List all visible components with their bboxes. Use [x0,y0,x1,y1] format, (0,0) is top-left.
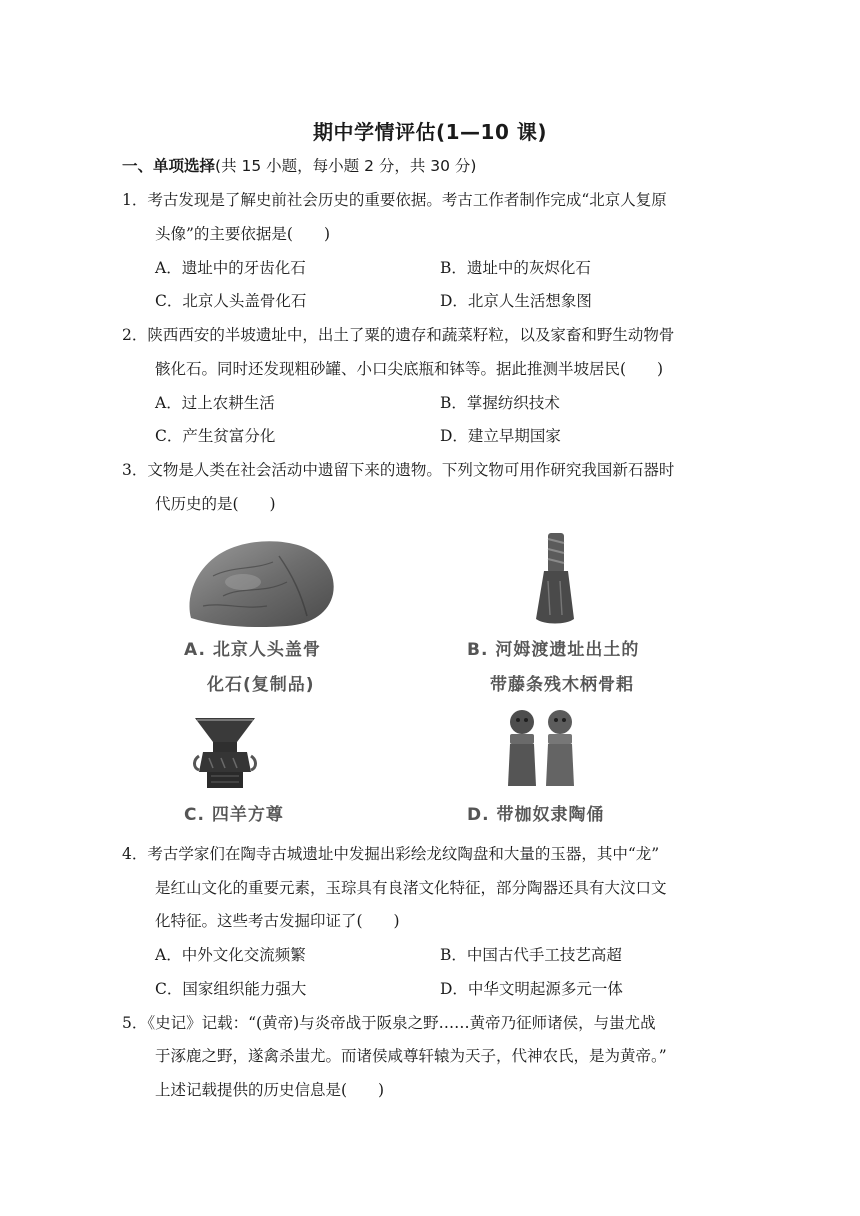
pottery-figurines-image [500,706,584,790]
four-ram-zun-image [193,716,257,790]
figure-b-caption-line-2: 带藤条残木柄骨耜 [490,675,634,695]
question-2-option-b: B．掌握纺织技术 [440,394,560,412]
question-4-line-3: 化特征。这些考古发掘印证了( ) [155,912,400,930]
question-4-option-d: D．中华文明起源多元一体 [440,980,623,998]
bone-spade-image [530,531,580,627]
question-1-option-d: D．北京人生活想象图 [440,292,592,310]
question-2-option-a: A．过上农耕生活 [155,394,275,412]
figure-a-caption-line-2: 化石(复制品) [207,675,315,695]
question-2-line-1: 2．陕西西安的半坡遗址中，出土了粟的遗存和蔬菜籽粒，以及家畜和野生动物骨 [122,326,675,344]
question-1-option-a: A．遗址中的牙齿化石 [155,259,306,277]
question-4-line-1: 4．考古学家们在陶寺古城遗址中发掘出彩绘龙纹陶盘和大量的玉器，其中“龙” [122,845,660,863]
figure-c-caption: C. 四羊方尊 [184,805,284,825]
question-4-option-c: C．国家组织能力强大 [155,980,307,998]
question-1-option-b: B．遗址中的灰烬化石 [440,259,591,277]
figure-b-caption-line-1: B. 河姆渡遗址出土的 [467,640,640,660]
section-heading [122,155,476,177]
page-title: 期中学情评估(1—10 课) [313,120,547,144]
question-1-option-c: C．北京人头盖骨化石 [155,292,307,310]
skull-fossil-image [183,536,339,628]
question-4-option-b: B．中国古代手工技艺高超 [440,946,622,964]
question-5-line-3: 上述记载提供的历史信息是( ) [155,1081,385,1099]
figure-a-caption-line-1: A. 北京人头盖骨 [184,640,321,660]
question-1-line-2: 头像”的主要依据是( ) [155,225,331,243]
question-3-line-1: 3．文物是人类在社会活动中遗留下来的遗物。下列文物可用作研究我国新石器时 [122,461,675,479]
question-4-line-2: 是红山文化的重要元素，玉琮具有良渚文化特征，部分陶器还具有大汶口文 [155,879,667,897]
section-label: 一、单项选择 [122,157,216,175]
question-1-line-1: 1．考古发现是了解史前社会历史的重要依据。考古工作者制作完成“北京人复原 [122,191,667,209]
question-3-line-2: 代历史的是( ) [155,495,276,513]
question-5-line-2: 于涿鹿之野，遂禽杀蚩尤。而诸侯咸尊轩辕为天子，代神农氏，是为黄帝。” [155,1047,667,1065]
question-2-line-2: 骸化石。同时还发现粗砂罐、小口尖底瓶和钵等。据此推测半坡居民( ) [155,360,664,378]
question-4-option-a: A．中外文化交流频繁 [155,946,306,964]
question-5-line-1: 5．《史记》记载：“(黄帝)与炎帝战于阪泉之野……黄帝乃征师诸侯，与蚩尤战 [122,1014,656,1032]
section-note: (共 15 小题，每小题 2 分，共 30 分) [215,157,477,175]
question-2-option-c: C．产生贫富分化 [155,427,276,445]
figure-d-caption: D. 带枷奴隶陶俑 [467,805,605,825]
question-2-option-d: D．建立早期国家 [440,427,561,445]
